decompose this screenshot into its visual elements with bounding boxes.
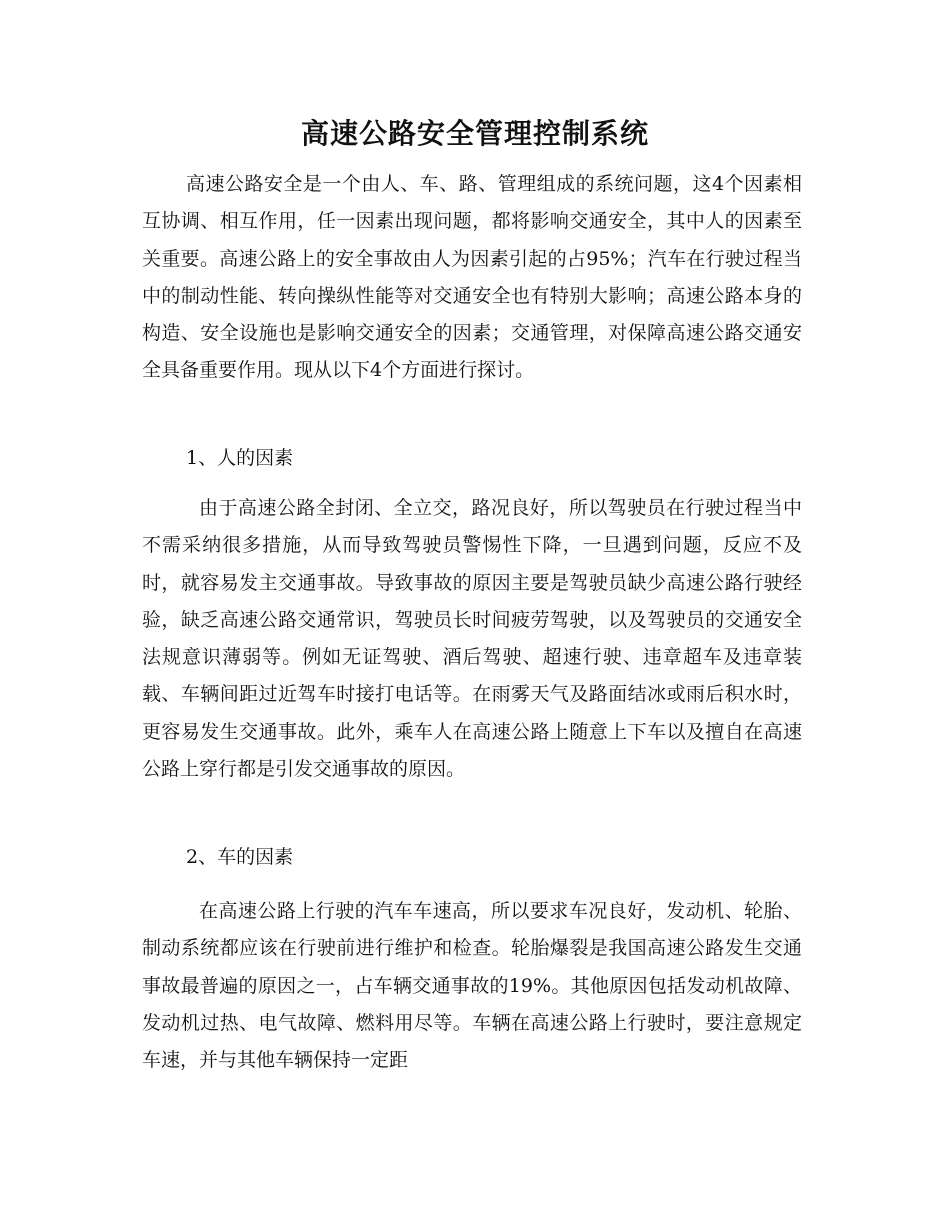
document-title: 高速公路安全管理控制系统 xyxy=(300,117,649,150)
intro-paragraph: 高速公路安全是一个由人、车、路、管理组成的系统问题，这4个因素相互协调、相互作用，任一因素出现问题，都将影响交通安全，其中人的因素至关重要。高速公路上的安全事故由人为因素引起的占95%；汽车在行驶过程当中的制动性能、转向操纵性能等对交通安全也有特别大影响；高速公路本身的构造、安全设施也是影响交通安全的因素；交通管理，对保障高速公路交通安全具备重要作用。现从以下4个方面进行探讨。 xyxy=(142,173,802,382)
section-heading-human-factors: 1、人的因素 xyxy=(186,447,294,469)
section-heading-vehicle-factors: 2、车的因素 xyxy=(186,846,294,868)
vehicle-factors-paragraph: 在高速公路上行驶的汽车车速高，所以要求车况良好，发动机、轮胎、制动系统都应该在行驶前进行维护和检查。轮胎爆裂是我国高速公路发生交通事故最普遍的原因之一，占车辆交通事故的19%。其他原因包括发动机故障、发动机过热、电气故障、燃料用尽等。车辆在高速公路上行驶时，要注意规定车速，并与其他车辆保持一定距 xyxy=(142,900,802,1072)
human-factors-paragraph: 由于高速公路全封闭、全立交，路况良好，所以驾驶员在行驶过程当中不需采纳很多措施，从而导致驾驶员警惕性下降，一旦遇到问题，反应不及时，就容易发主交通事故。导致事故的原因主要是驾驶员缺少高速公路行驶经验，缺乏高速公路交通常识，驾驶员长时间疲劳驾驶，以及驾驶员的交通安全法规意识薄弱等。例如无证驾驶、酒后驾驶、超速行驶、违章超车及违章装载、车辆间距过近驾车时接打电话等。在雨雾天气及路面结冰或雨后积水时，更容易发生交通事故。此外，乘车人在高速公路上随意上下车以及擅自在高速公路上穿行都是引发交通事故的原因。 xyxy=(142,497,802,781)
